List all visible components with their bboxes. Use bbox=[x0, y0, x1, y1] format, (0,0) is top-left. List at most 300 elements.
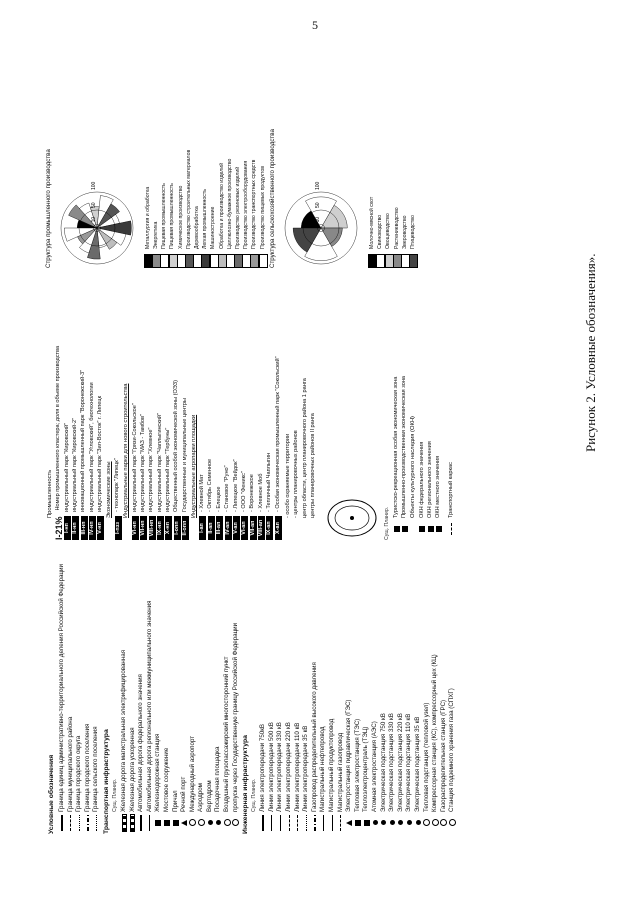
legend-swatch-label: Металлургия и обработка bbox=[144, 186, 151, 249]
legend-symbol bbox=[306, 812, 307, 834]
pie-ring-label: 50 bbox=[315, 202, 322, 208]
legend-symbol bbox=[423, 812, 430, 834]
industrial-park-item bbox=[156, 290, 164, 540]
page-number: 5 bbox=[312, 18, 318, 32]
legend-label: Граница муниципального района bbox=[66, 716, 74, 812]
transport-item bbox=[223, 549, 232, 834]
legend-symbol bbox=[70, 812, 71, 834]
code-label: - Липецкое "Вейдок" bbox=[232, 459, 239, 512]
legend-symbol bbox=[340, 812, 341, 834]
legend-label: Линии электропередачи 500 кВ bbox=[267, 722, 275, 812]
legend-symbol-mark bbox=[173, 820, 179, 826]
legend-symbol-mark bbox=[364, 820, 370, 826]
boundary-list bbox=[58, 549, 101, 834]
legend-symbol bbox=[224, 812, 231, 834]
legend-label: Компрессорная станция (КС), компрессорный цех (КЦ) bbox=[431, 654, 439, 812]
legend-symbol bbox=[208, 812, 213, 834]
engineering-item bbox=[285, 549, 294, 834]
legend-symbol bbox=[407, 812, 412, 834]
legend-symbol-mark bbox=[419, 526, 425, 532]
engineering-item bbox=[302, 549, 311, 834]
note-item bbox=[310, 290, 318, 518]
engineering-title: Инженерная инфраструктура bbox=[242, 735, 250, 834]
legend-label: Электростанция гидравлическая (ГЭС) bbox=[345, 699, 353, 812]
legend-label: Автомобильная дорога федерального значения bbox=[137, 674, 145, 812]
legend-label: Линии электропередачи 330 кВ bbox=[276, 722, 284, 812]
agro-park-item bbox=[257, 290, 265, 540]
legend-symbol bbox=[436, 518, 442, 540]
transport-item bbox=[137, 549, 146, 834]
industrial-park-item bbox=[140, 290, 148, 540]
transport-item bbox=[163, 549, 172, 834]
transport-item bbox=[231, 549, 240, 834]
city-center-symbols bbox=[322, 300, 382, 540]
legend-label: Линии электропередачи 220 кВ bbox=[285, 722, 293, 812]
legend-label: Воздушный грузопассажирский многосторонний пункт bbox=[223, 656, 231, 812]
engineering-item bbox=[345, 549, 354, 834]
legend-swatch-label: Обработка и производство изделий bbox=[218, 162, 225, 249]
legend-swatch-label: Птицеводство bbox=[410, 215, 417, 249]
legend-label: Речной порт bbox=[180, 776, 188, 812]
legend-label: Газораспределительная станция (ГРС) bbox=[439, 699, 447, 812]
code-badge: I-21% bbox=[53, 516, 64, 540]
text-label: Туристско-рекреационная особая экономическая зона bbox=[392, 376, 399, 518]
legend-symbol-mark bbox=[390, 821, 395, 826]
code-label: - Становое "Руно" bbox=[224, 465, 231, 512]
agro-structure-title: Структура сельскохозяйственного производства bbox=[269, 129, 277, 268]
legend-symbol bbox=[79, 812, 80, 834]
legend-swatch-label: Пищевая промышленность bbox=[161, 183, 168, 249]
legend-label: Международный аэропорт bbox=[188, 735, 196, 812]
legend-swatch-label: Звероводство bbox=[401, 215, 408, 249]
industrial-park-item bbox=[165, 290, 173, 540]
engineering-item bbox=[362, 549, 371, 834]
legend-symbol bbox=[394, 518, 400, 540]
zone-item bbox=[393, 290, 401, 540]
legend-symbol bbox=[314, 812, 316, 834]
agro-park-item bbox=[232, 290, 240, 540]
legend-symbol bbox=[173, 812, 179, 834]
code-label: - Октябрь Семенное bbox=[207, 458, 214, 512]
extra-code-item bbox=[173, 290, 181, 540]
legend-symbol-mark bbox=[155, 820, 161, 826]
legend-symbol bbox=[140, 812, 142, 834]
legend-symbol bbox=[122, 812, 127, 834]
pie-ring-label: 50 bbox=[91, 202, 98, 208]
code-badge: VIII-нп bbox=[149, 516, 156, 540]
legend-symbol-mark bbox=[232, 820, 239, 827]
legend-swatch-label: Производство транспортных средств bbox=[251, 159, 258, 249]
code-badge: VII-нп bbox=[140, 516, 147, 540]
legend-label: Газопровод распределительный высокого давления bbox=[310, 662, 318, 812]
pie-ring-label: 100 bbox=[315, 181, 322, 190]
legend-symbol bbox=[280, 812, 281, 834]
engineering-item bbox=[276, 549, 285, 834]
agro-park-item bbox=[274, 290, 282, 540]
legend-symbol-mark bbox=[340, 815, 341, 831]
legend-column-left bbox=[46, 549, 457, 834]
code-label: инновационный промышленный парк "Воронежский-3" bbox=[80, 369, 87, 512]
legend-symbol-mark bbox=[79, 815, 80, 831]
code-badge: I-опп bbox=[174, 516, 181, 540]
text-label: центры планировочных районов II ранга bbox=[310, 413, 317, 518]
legend-label: Электрическая подстанция 750 кВ bbox=[379, 713, 387, 812]
code-label: - Елецкое bbox=[215, 486, 222, 512]
legend-swatch-label: Энергетика bbox=[153, 221, 160, 249]
transport-item bbox=[146, 549, 155, 834]
engineering-item bbox=[319, 549, 328, 834]
code-label: индустриальный парк "Зил-Восток" г. Липецк bbox=[97, 395, 104, 512]
legend-swatch bbox=[259, 254, 268, 268]
transport-item bbox=[197, 549, 206, 834]
legend-label: Тепловая подстанция (тепловой узел) bbox=[422, 702, 430, 812]
zone-item bbox=[401, 290, 409, 540]
legend-label: Станция подземного хранения газа (СПХГ) bbox=[448, 688, 456, 812]
code-label: индустриальный парк "Хлевное" bbox=[148, 427, 155, 512]
industry-legend-item bbox=[234, 98, 242, 268]
code-badge: IV-нп bbox=[89, 516, 96, 540]
legend-symbol-mark bbox=[61, 815, 63, 831]
agro-park-item bbox=[224, 290, 232, 540]
engineering-list bbox=[259, 549, 457, 834]
legend-symbol-mark bbox=[381, 821, 386, 826]
legend-symbol-mark bbox=[262, 815, 264, 831]
legend-symbol bbox=[432, 812, 439, 834]
legend-symbol-mark bbox=[332, 815, 333, 831]
industry-cluster-item bbox=[97, 290, 105, 540]
industry-title: Промышленность bbox=[47, 469, 53, 518]
code-label: Государственные и муниципальные центры bbox=[181, 398, 188, 512]
legend-column-middle bbox=[46, 290, 456, 540]
legend-symbol bbox=[181, 812, 187, 834]
legend-symbol bbox=[297, 812, 298, 834]
industry-legend-item bbox=[144, 98, 152, 268]
code-badge: V-нп bbox=[97, 516, 104, 540]
transport-item bbox=[214, 549, 223, 834]
legend-label: Линия электропередачи 750кВ bbox=[259, 723, 267, 812]
legend-symbol-mark bbox=[289, 815, 290, 831]
legend-label: Электрическая подстанция 110 кВ bbox=[405, 713, 413, 812]
legend-symbol-mark bbox=[402, 526, 408, 532]
boundary-item bbox=[58, 549, 67, 834]
legend-label: Теплоэлектроцентраль (ТЭЦ) bbox=[362, 726, 370, 812]
legend-label: Граница единиц административно-территориального деления Российской Федерации bbox=[57, 564, 65, 812]
legend-symbol bbox=[419, 518, 425, 540]
legend-label: Железная дорога магистральная электрифицированная bbox=[119, 649, 127, 812]
code-badge: X-нп bbox=[165, 516, 172, 540]
pie-ring-label: 10 bbox=[315, 216, 322, 223]
engineering-item bbox=[414, 549, 423, 834]
legend-symbol bbox=[289, 812, 290, 834]
legend-swatch-label: Производство пищевых продуктов bbox=[259, 166, 266, 249]
legend-symbol-mark bbox=[87, 815, 89, 831]
legend-swatch-label: Легкая промышленность bbox=[202, 189, 209, 249]
legend-swatch-label: Машиностроение bbox=[210, 206, 217, 249]
transport-item bbox=[154, 549, 163, 834]
engineering-item bbox=[431, 549, 440, 834]
legend-label: Аэродром bbox=[197, 783, 205, 812]
legend-label: Железная дорога ускоренная bbox=[128, 727, 136, 812]
code-label: индустриальный парк "Кировский" bbox=[63, 422, 70, 512]
code-badge: III-нп bbox=[81, 516, 88, 540]
code-label: - Тепличный Чаплыгин bbox=[266, 452, 273, 512]
note-item bbox=[293, 290, 301, 518]
industrial-park-item bbox=[148, 290, 156, 540]
code-label: индустриальный парк "Кировский-2" bbox=[71, 417, 78, 512]
legend-label: Посадочная площадка bbox=[214, 746, 222, 812]
boundary-item bbox=[75, 549, 84, 834]
text-label: Промышленно-производственная экономическая зона bbox=[401, 375, 408, 518]
agro-park-item bbox=[215, 290, 223, 540]
pie-ring-label: 100 bbox=[91, 181, 98, 190]
agro-legend-item bbox=[401, 98, 409, 268]
code-label: - Хлевное Моб bbox=[257, 473, 264, 512]
agro-legend-item bbox=[369, 98, 377, 268]
legend-swatch-label: Производство строительных материалов bbox=[185, 149, 192, 249]
legend-column-right bbox=[46, 98, 418, 268]
code-label: - Особая экономическая промышленный парк "Сокольский" bbox=[274, 356, 281, 512]
heritage-item bbox=[427, 290, 435, 540]
legend-symbol bbox=[61, 812, 63, 834]
legend-symbol bbox=[332, 812, 333, 834]
code-badge: I-пзз bbox=[115, 516, 122, 540]
boundary-item bbox=[84, 549, 93, 834]
code-badge: III-ап bbox=[216, 516, 223, 540]
agro-structure-legend bbox=[369, 98, 418, 268]
transport-frame-label: Транспортный каркас bbox=[447, 462, 454, 518]
industry-cluster-item bbox=[72, 290, 80, 540]
legend-symbol bbox=[416, 812, 421, 834]
legend-symbol-mark bbox=[271, 815, 272, 831]
legend-symbol-mark bbox=[407, 821, 412, 826]
legend-sheet bbox=[42, 92, 622, 840]
legend-swatch-label: Молочно-мясной скот bbox=[369, 196, 376, 249]
code-label: - технопарк "Липецк" bbox=[114, 458, 121, 512]
industry-legend-item bbox=[161, 98, 169, 268]
legend-label: Граница городского поселения bbox=[83, 723, 91, 812]
zones-subheader: Сущ. Планир. bbox=[384, 506, 391, 540]
pie-ring-label: 10 bbox=[91, 216, 98, 223]
legend-label: Граница сельского поселения bbox=[92, 726, 100, 812]
agro-structure-pie bbox=[276, 158, 366, 268]
engineering-item bbox=[440, 549, 449, 834]
legend-swatch-label: Производство резиновых изделий bbox=[234, 166, 241, 249]
engineering-item bbox=[328, 549, 337, 834]
industry-legend-item bbox=[218, 98, 226, 268]
legend-symbol bbox=[428, 518, 434, 540]
legend-label: Железнодорожная станция bbox=[154, 733, 162, 812]
agro-park-item bbox=[199, 290, 207, 540]
code-label: - Хлевной Мат bbox=[199, 474, 206, 512]
legend-symbol bbox=[373, 812, 378, 834]
transport-item bbox=[171, 549, 180, 834]
legend-symbol-mark bbox=[398, 821, 403, 826]
engineering-item bbox=[268, 549, 277, 834]
text-label: ОКН местного значения bbox=[435, 455, 442, 518]
industry-structure-pie bbox=[52, 158, 142, 268]
transport-item bbox=[128, 549, 137, 834]
legend-label: Мостовое сооружение bbox=[162, 747, 170, 812]
zones-econ-title: Экономические зоны bbox=[106, 461, 113, 518]
code-label: - ООО "Феникс" bbox=[241, 471, 247, 512]
legend-swatch-label: Растениеводство bbox=[393, 207, 400, 249]
legend-symbol-mark bbox=[436, 526, 442, 532]
note-item bbox=[285, 290, 293, 518]
code-label: Номер промышленного кластера; доля в объеме производства bbox=[55, 345, 62, 511]
agro-park-item bbox=[207, 290, 215, 540]
code-badge: VIII-ап bbox=[258, 516, 265, 540]
transport-item bbox=[120, 549, 129, 834]
legend-symbol bbox=[216, 812, 221, 834]
agro-legend-item bbox=[385, 98, 393, 268]
legend-label: Магистральный продуктопровод bbox=[328, 718, 336, 812]
transport-item bbox=[189, 549, 198, 834]
industry-legend-item bbox=[185, 98, 193, 268]
code-label: индустриальный парк "Угловский", биотехнологии bbox=[88, 382, 95, 512]
industry-structure-title: Структура промышленного производства bbox=[45, 149, 52, 268]
legend-symbol-mark bbox=[70, 815, 71, 831]
legend-symbol bbox=[449, 812, 456, 834]
engineering-item bbox=[311, 549, 320, 834]
legend-symbol-mark bbox=[423, 820, 430, 827]
code-label: индустриальный парк "Грязи-Сокольское" bbox=[131, 403, 138, 512]
legend-label: Тепловая электростанция (ТЭС) bbox=[353, 718, 361, 812]
heritage-item bbox=[435, 290, 443, 540]
legend-swatch-label: Производство электрооборудования bbox=[243, 160, 250, 249]
legend-symbol bbox=[155, 812, 161, 834]
legend-symbol bbox=[440, 812, 447, 834]
legend-label: Граница городского округа bbox=[75, 735, 83, 812]
legend-symbol bbox=[87, 812, 89, 834]
transport-item bbox=[180, 549, 189, 834]
legend-label: Автомобильная дорога регионального или межмуниципального значения bbox=[145, 600, 153, 812]
figure-caption: Рисунок 2. Условные обозначения». bbox=[583, 253, 598, 452]
engineering-item bbox=[379, 549, 388, 834]
industry-legend-item bbox=[153, 98, 161, 268]
code-badge: V-ап bbox=[233, 516, 240, 540]
economic-zone-item bbox=[114, 290, 122, 540]
legend-symbol-mark bbox=[140, 815, 142, 831]
industry-legend-item bbox=[177, 98, 185, 268]
legend-symbol-mark bbox=[449, 820, 456, 827]
legend-symbol-mark bbox=[189, 820, 196, 827]
code-badge: VI-ап bbox=[241, 516, 248, 540]
legend-symbol-mark bbox=[164, 820, 170, 826]
legend-symbol-mark bbox=[208, 821, 213, 826]
legend-symbol-mark bbox=[122, 814, 127, 832]
engineering-item bbox=[354, 549, 363, 834]
code-badge: I-ап bbox=[199, 516, 206, 540]
code-label: индустриальный парк "Чаплыгинский" bbox=[156, 412, 163, 512]
code-badge: II-ап bbox=[208, 516, 215, 540]
industry-legend-item bbox=[202, 98, 210, 268]
transport-subheader: Сущ. Планир. bbox=[111, 778, 118, 812]
industry-legend-item bbox=[210, 98, 218, 268]
agro-park-item bbox=[241, 290, 249, 540]
legend-symbol bbox=[96, 812, 97, 834]
legend-title: Условные обозначения bbox=[48, 754, 55, 834]
legend-label: пропуска через Государственную границу Российской Федерации bbox=[231, 622, 239, 812]
industrial-park-item bbox=[131, 290, 139, 540]
agro-legend-item bbox=[377, 98, 385, 268]
text-label: - особо охраняемые территории bbox=[284, 433, 291, 518]
legend-symbol bbox=[364, 812, 370, 834]
legend-symbol-mark bbox=[432, 820, 439, 827]
legend-swatch-label: Свиноводство bbox=[377, 214, 384, 249]
heritage-item bbox=[418, 290, 426, 540]
agro-park-item bbox=[266, 290, 274, 540]
industry-legend-item bbox=[226, 98, 234, 268]
code-badge: VII-ап bbox=[250, 516, 257, 540]
text-label: ОКН регионального значения bbox=[426, 441, 433, 518]
legend-symbol bbox=[232, 812, 239, 834]
legend-symbol-mark bbox=[314, 815, 316, 831]
legend-label: Линии электропередачи 110 кВ bbox=[293, 722, 301, 812]
legend-symbol bbox=[355, 812, 361, 834]
code-label: индустриальный парк "Тербуны" bbox=[165, 427, 172, 512]
code-badge: I-нп bbox=[64, 516, 71, 540]
industry-legend-item bbox=[169, 98, 177, 268]
industry-legend-item bbox=[243, 98, 251, 268]
legend-symbol-mark bbox=[346, 820, 352, 826]
legend-symbol-mark bbox=[373, 821, 378, 826]
code-label: Общественный особой экономической зоны (ОЭЗ) bbox=[173, 380, 180, 512]
legend-label: Вертодром bbox=[205, 780, 213, 812]
legend-symbol-mark bbox=[280, 815, 281, 831]
engineering-item bbox=[448, 549, 457, 834]
heritage-title: Объекты культурного наследия (ОКН) bbox=[410, 416, 417, 518]
engineering-item bbox=[259, 549, 268, 834]
code-badge: IV-ап bbox=[225, 516, 232, 540]
legend-swatch bbox=[409, 254, 418, 268]
industrial-parks-title: Индустриальные парки для нового строительства bbox=[123, 383, 130, 518]
legend-swatch-label: Пищевая промышленность bbox=[169, 183, 176, 249]
legend-symbol-mark bbox=[149, 815, 150, 831]
code-badge: VI-нп bbox=[132, 516, 139, 540]
legend-swatch-label: Деревообработка bbox=[194, 206, 201, 249]
legend-label: Атомная электростанция (АЭС) bbox=[370, 721, 378, 812]
legend-symbol bbox=[262, 812, 264, 834]
industry-structure-legend bbox=[144, 98, 267, 268]
legend-symbol bbox=[398, 812, 403, 834]
legend-symbol bbox=[198, 812, 205, 834]
engineering-item bbox=[422, 549, 431, 834]
legend-symbol-mark bbox=[355, 820, 361, 826]
legend-label: Электрическая подстанция 330 кВ bbox=[388, 713, 396, 812]
legend-symbol bbox=[323, 812, 324, 834]
legend-symbol-mark bbox=[224, 820, 231, 827]
industry-cluster-item bbox=[63, 290, 71, 540]
code-badge: IX-нп bbox=[157, 516, 164, 540]
legend-symbol bbox=[164, 812, 170, 834]
code-badge: II-нп bbox=[72, 516, 79, 540]
text-label: центр области, центр планировочного района 1 ранга bbox=[301, 378, 308, 518]
legend-label: Электрическая подстанция 220 кВ bbox=[396, 713, 404, 812]
legend-symbol bbox=[189, 812, 196, 834]
code-label: индустриальный парк "МАЗ - Тамбов" bbox=[139, 413, 146, 512]
legend-symbol-mark bbox=[394, 526, 400, 532]
industry-legend-item bbox=[259, 98, 267, 268]
code-badge: II-опп bbox=[182, 516, 189, 540]
legend-symbol-mark bbox=[440, 820, 447, 827]
engineering-item bbox=[388, 549, 397, 834]
boundary-item bbox=[92, 549, 101, 834]
legend-symbol-mark bbox=[323, 815, 324, 831]
legend-symbol-mark bbox=[216, 821, 221, 826]
legend-symbol-mark bbox=[297, 815, 298, 831]
agro-legend-item bbox=[393, 98, 401, 268]
engineering-item bbox=[293, 549, 302, 834]
